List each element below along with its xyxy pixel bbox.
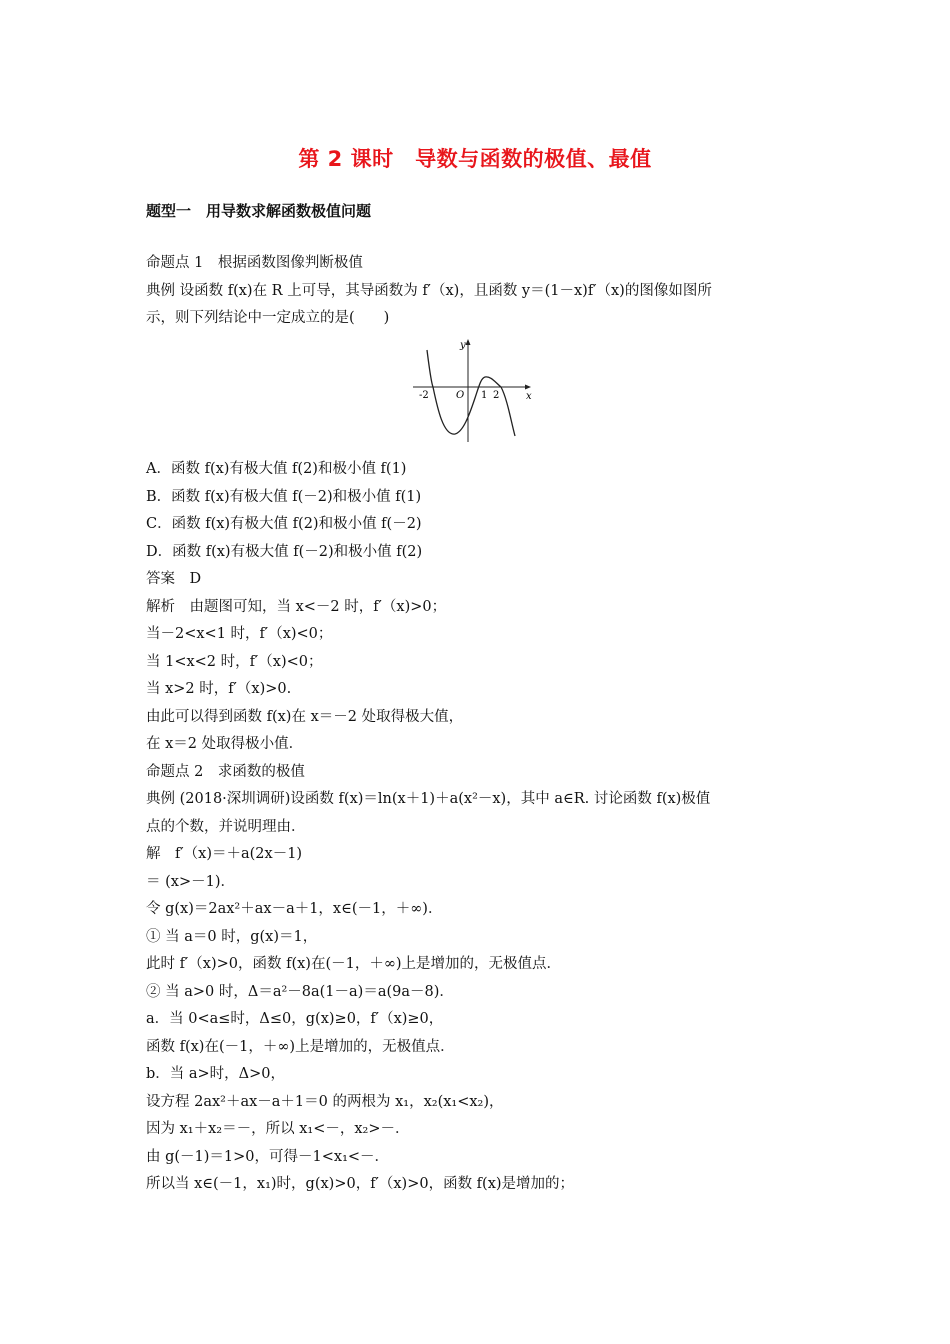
solution-line: 因为 x₁＋x₂＝－，所以 x₁<－，x₂>－． [146,1121,410,1137]
page-title: 第 2 课时 导数与函数的极值、最值 [298,147,652,171]
y-axis-arrow [466,339,471,345]
option-c: C．函数 f(x)有极大值 f(2)和极小值 f(－2) [146,516,422,532]
solution-line: b．当 a>时，Δ>0， [146,1066,286,1082]
answer: 答案 D [146,571,202,587]
solution-line: 此时 f′（x)>0，函数 f(x)在(－1，＋∞)上是增加的，无极值点． [146,956,562,972]
part1-heading: 命题点 1 根据函数图像判断极值 [146,255,363,271]
solution-line: ② 当 a>0 时，Δ＝a²－8a(1－a)＝a(9a－8)． [146,983,454,1000]
part1-problem-line1: 典例 设函数 f(x)在 R 上可导，其导函数为 f′（x)，且函数 y＝(1－x)f′（x)的图像如图所 [146,282,712,299]
solution-line: a．当 0<a≤时，Δ≤0，g(x)≥0，f′（x)≥0， [146,1011,444,1027]
solution-line: ＝ (x>－1)． [146,873,235,890]
section-heading: 题型一 用导数求解函数极值问题 [146,202,372,220]
part1-intro [146,250,806,333]
curve [427,350,515,436]
tick-neg2: -2 [419,390,429,401]
tick-1: 1 [481,390,488,401]
y-label: y [460,340,466,351]
analysis-line: 当－2<x<1 时，f′（x)<0； [146,626,333,642]
part2-heading: 命题点 2 求函数的极值 [146,763,305,780]
analysis-line: 解析 由题图可知，当 x<－2 时，f′（x)>0； [146,598,447,615]
analysis-line: 当 1<x<2 时，f′（x)<0； [146,653,323,670]
solution-line: 函数 f(x)在(－1，＋∞)上是增加的，无极值点． [146,1038,455,1055]
function-graph [413,336,533,444]
x-label: x [526,391,532,402]
solution-line: 令 g(x)＝2ax²＋ax－a＋1，x∈(－1，＋∞)． [146,901,443,917]
tick-2: 2 [493,390,500,401]
solution-line: 由 g(－1)＝1>0，可得－1<x₁<－． [146,1148,390,1165]
option-a: A．函数 f(x)有极大值 f(2)和极小值 f(1) [146,461,407,477]
analysis-line: 在 x＝2 处取得极小值． [146,736,304,752]
origin-label: O [456,390,465,401]
solution-line: 设方程 2ax²＋ax－a＋1＝0 的两根为 x₁，x₂(x₁<x₂)， [146,1093,504,1110]
part1-problem-line2: 示，则下列结论中一定成立的是( ) [146,310,390,326]
solution-line: ① 当 a＝0 时，g(x)＝1， [146,928,318,945]
part2-problem-line1: 典例 (2018·深圳调研)设函数 f(x)＝ln(x＋1)＋a(x²－x)，其中 a∈R. 讨论函数 f(x)极值 [146,791,711,807]
part2-problem-line2: 点的个数，并说明理由． [146,818,306,835]
option-d: D．函数 f(x)有极大值 f(－2)和极小值 f(2) [146,543,423,560]
analysis-line: 由此可以得到函数 f(x)在 x＝－2 处取得极大值， [146,708,464,725]
solution-line: 所以当 x∈(－1，x₁)时，g(x)>0，f′（x)>0，函数 f(x)是增加的； [146,1176,575,1192]
function-graph-figure [413,336,533,444]
analysis-line: 当 x>2 时，f′（x)>0. [146,681,292,697]
x-axis-arrow [525,385,531,390]
solution-line: 解 f′（x)＝＋a(2x－1) [146,846,303,862]
option-b: B．函数 f(x)有极大值 f(－2)和极小值 f(1) [146,488,422,505]
main-content [146,456,806,1199]
